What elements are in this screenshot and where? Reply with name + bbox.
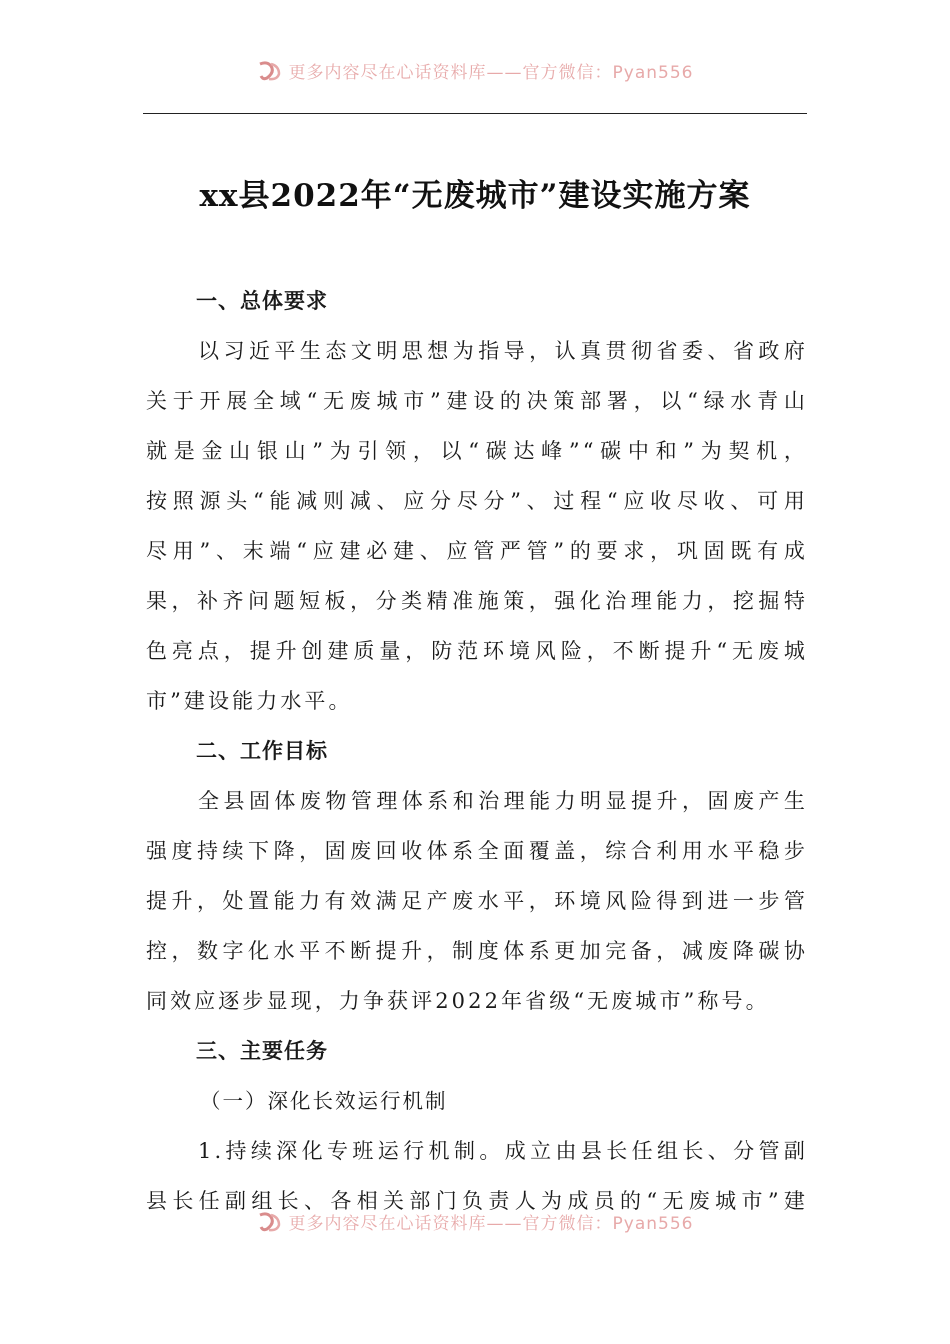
document-body (146, 276, 808, 1226)
text-line: 尽用”、末端“应建必建、应管严管”的要求，巩固既有成 (146, 539, 808, 563)
text-line: 关于开展全域“无废城市”建设的决策部署，以“绿水青山 (146, 389, 808, 413)
watermark-text: 更多内容尽在心话资料库——官方微信：Pyan556 (288, 1214, 694, 1234)
text-line: 全县固体废物管理体系和治理能力明显提升，固废产生 (198, 789, 808, 813)
document-title: xx县2022年“无废城市”建设实施方案 (199, 178, 751, 214)
text-line: 以习近平生态文明思想为指导，认真贯彻省委、省政府 (198, 339, 808, 363)
text-line: 1.持续深化专班运行机制。成立由县长任组长、分管副 (198, 1139, 808, 1163)
watermark-top (0, 58, 950, 87)
text-line: 县长任副组长、各相关部门负责人为成员的“无废城市”建 (146, 1189, 808, 1213)
text-line: 提升，处置能力有效满足产废水平，环境风险得到进一步管 (146, 889, 808, 913)
paragraph-general-requirements (146, 326, 808, 726)
text-line: 市”建设能力水平。 (146, 689, 353, 713)
section-heading-2: 二、工作目标 (196, 739, 328, 763)
section-heading-1: 一、总体要求 (196, 289, 328, 313)
watermark-bottom (0, 1209, 950, 1238)
text-line: 强度持续下降，固废回收体系全面覆盖，综合利用水平稳步 (146, 839, 808, 863)
text-line: 按照源头“能减则减、应分尽分”、过程“应收尽收、可用 (146, 489, 808, 513)
text-line: 果，补齐问题短板，分类精准施策，强化治理能力，挖掘特 (146, 589, 808, 613)
subsection-heading: （一）深化长效运行机制 (200, 1089, 448, 1113)
paragraph-work-goals (146, 776, 808, 1026)
text-line: 色亮点，提升创建质量，防范环境风险，不断提升“无废城 (146, 639, 808, 663)
text-line: 就是金山银山”为引领，以“碳达峰”“碳中和”为契机， (146, 439, 808, 463)
watermark-logo-icon (257, 60, 283, 87)
watermark-text: 更多内容尽在心话资料库——官方微信：Pyan556 (288, 63, 694, 83)
watermark-logo-icon (257, 1211, 283, 1238)
text-line: 同效应逐步显现，力争获评2022年省级“无废城市”称号。 (146, 989, 770, 1013)
text-line: 控，数字化水平不断提升，制度体系更加完备，减废降碳协 (146, 939, 808, 963)
section-heading-3: 三、主要任务 (196, 1039, 328, 1063)
header-rule (143, 113, 807, 114)
